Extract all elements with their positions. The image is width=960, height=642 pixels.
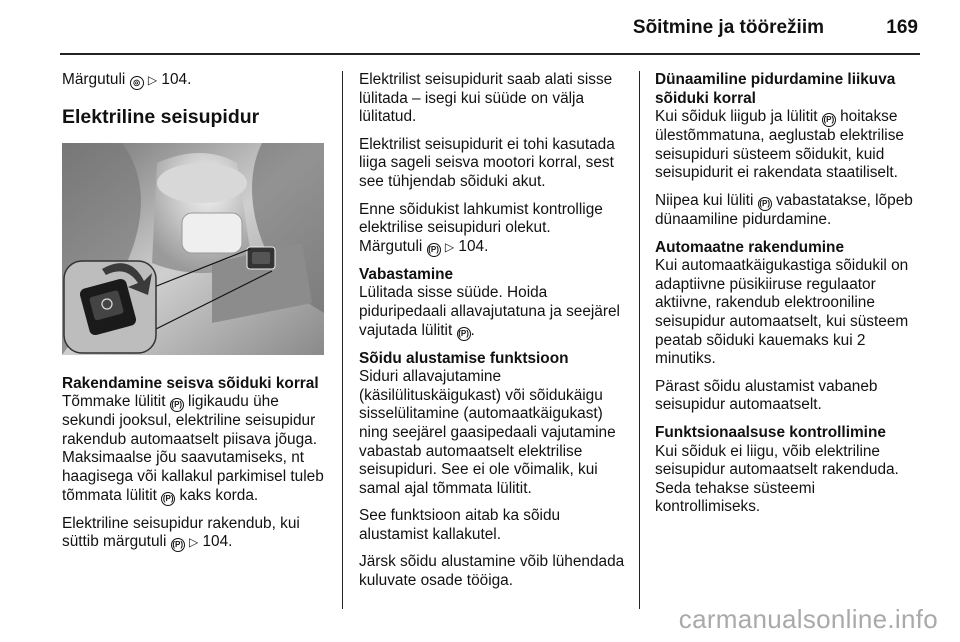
parking-brake-switch-icon: (P) <box>170 398 184 412</box>
paragraph-function-check: Funktsionaalsuse kontrollimine Kui sõiduk ei liigu, võib elektriline seisupidur automaatselt rakenduda. Seda tehakse süsteemi kontrollimiseks. <box>655 424 923 517</box>
column-2 <box>359 71 627 600</box>
heading-apply: Rakendamine seisva sõiduki korral <box>62 374 319 392</box>
heading-dynamic-braking: Dünaamiline pidurdamine liikuva sõiduki korral <box>655 71 896 107</box>
brake-lamp-icon: ◎ <box>130 76 144 90</box>
page-header <box>0 0 960 52</box>
heading-release: Vabastamine <box>359 265 454 283</box>
parking-brake-switch-icon: (P) <box>161 492 175 506</box>
paragraph: See funktsioon aitab ka sõidu alustamist kallakutel. <box>359 507 561 543</box>
parking-brake-switch-icon: (P) <box>457 327 471 341</box>
paragraph-apply: Rakendamine seisva sõiduki korral Tõmmake lülitit (P) ligikaudu ühe sekundi jooksul, elektriline seisupidur rakendub automaatselt piisava jõuga. Maksimaalse jõu saavutamiseks, nt haagisega või kallakul parkimisel tuleb tõmmata lülitit (P) kaks korda. <box>62 375 330 506</box>
paragraph-dynamic-braking: Dünaamiline pidurdamine liikuva sõiduki korral Kui sõiduk liigub ja lülitit (P) hoitakse ülestõmmatuna, aeglustab elektrilise seisupiduri süsteem sõidukit, kuid seisupidurit ei rakendata staatiliselt. <box>655 71 923 183</box>
heading-drive-away: Sõidu alustamise funktsioon <box>359 349 569 367</box>
paragraph-release: Vabastamine Lülitada sisse süüde. Hoida piduripedaali allavajutatuna ja seejärel vajutada lülitit (P) . <box>359 266 627 341</box>
header-title: Sõitmine ja töörežiim <box>632 17 824 38</box>
intro-paragraph: Märgutuli ◎ ▷ 104. <box>62 71 192 88</box>
ref-arrow-icon: ▷ <box>444 239 455 254</box>
paragraph: Elektrilist seisupidurit ei tohi kasutada liiga sageli seisva mootori korral, sest see tühjendab sõiduki akut. <box>359 135 615 190</box>
paragraph-drive-away: Sõidu alustamise funktsioon Siduri allavajutamine (käsilülituskäigukast) või sõidukäigu sisselülitamine (automaatkäigukast) ning seejärel gaasipedaali vajutamine vabastab automaatselt elektrilise seisupiduri. See ei ole võimalik, kui samal ajal tõmmata lülitit. <box>359 350 627 499</box>
parking-brake-switch-icon: (P) <box>822 113 836 127</box>
paragraph: Pärast sõidu alustamist vabaneb seisupidur automaatselt. <box>655 377 878 414</box>
ref-arrow-icon: ▷ <box>188 535 199 550</box>
section-title: Elektriline seisupidur <box>62 106 260 128</box>
watermark: carmanualsonline.info <box>678 604 938 634</box>
paragraph-lamp: Elektriline seisupidur rakendub, kui süttib märgutuli (P) ▷ 104. <box>62 514 300 551</box>
heading-function-check: Funktsionaalsuse kontrollimine <box>655 423 886 441</box>
ref-arrow-icon: ▷ <box>147 73 158 87</box>
header-rule <box>60 53 920 55</box>
paragraph-auto-apply: Automaatne rakendumine Kui automaatkäigukastiga sõidukil on adaptiivne püsikiiruse regulaator aktiivne, rakendub elektrooniline seisupidur automaatselt, kui süsteem peatab sõiduki kauemaks kui 2 minutiks. <box>655 239 923 369</box>
brake-lamp-icon: (P) <box>171 538 185 552</box>
paragraph: Elektrilist seisupidurit saab alati sisse lülitada – isegi kui süüde on välja lülitatud. <box>359 71 613 126</box>
heading-auto-apply: Automaatne rakendumine <box>655 238 845 256</box>
column-3 <box>655 71 923 526</box>
column-1 <box>62 71 330 561</box>
parking-brake-switch-illustration <box>62 143 324 355</box>
column-divider <box>342 71 343 609</box>
brake-lamp-icon: (P) <box>427 243 441 257</box>
parking-brake-switch-icon: (P) <box>758 197 772 211</box>
column-divider <box>639 71 640 609</box>
paragraph: Enne sõidukist lahkumist kontrollige elektrilise seisupiduri olekut. Märgutuli (P) ▷ 104. <box>359 200 603 255</box>
paragraph: Niipea kui lüliti (P) vabastatakse, lõpeb dünaamiline pidurdamine. <box>655 191 913 228</box>
paragraph: Järsk sõidu alustamine võib lühendada kuluvate osade tööiga. <box>359 553 625 590</box>
page-number: 169 <box>886 17 918 38</box>
